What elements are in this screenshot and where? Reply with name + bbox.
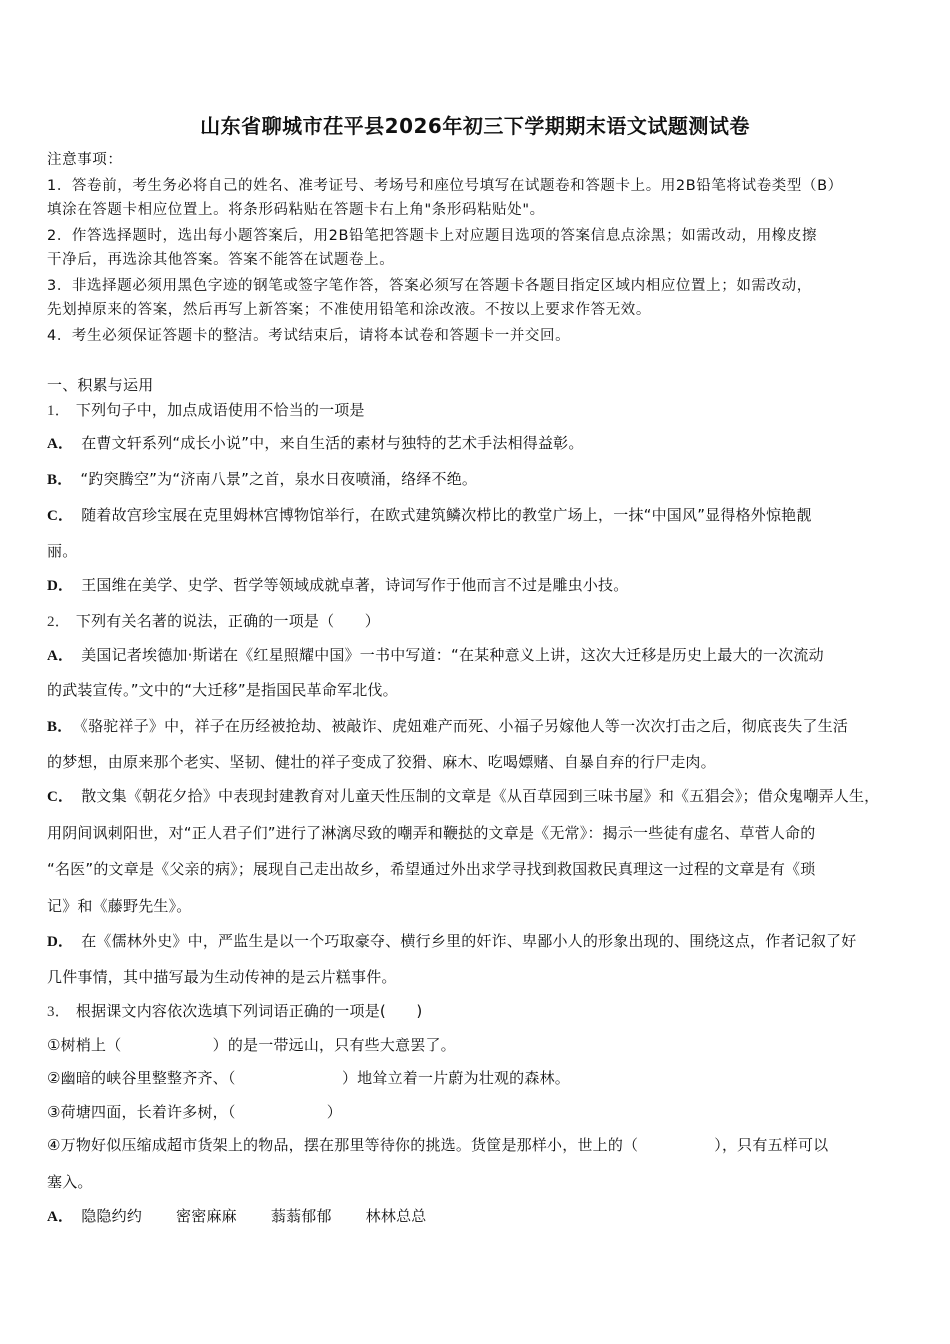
notice-line: 4．考生必须保证答题卡的整洁。考试结束后，请将本试卷和答题卡一并交回。 bbox=[47, 328, 571, 344]
choice-word: 蓊蓊郁郁 bbox=[270, 1207, 332, 1225]
item-text: ）的是一带远山，只有些大意罢了。 bbox=[212, 1036, 456, 1054]
question-number: 2． bbox=[47, 614, 70, 630]
question-2-stem bbox=[47, 611, 380, 632]
notice-heading: 注意事项： bbox=[47, 152, 123, 168]
option-letter: C． bbox=[47, 789, 74, 805]
item-text: ④万物好似压缩成超市货架上的物品，摆在那里等待你的挑选。货筐是那样小，世上的（ bbox=[47, 1136, 639, 1154]
blank bbox=[236, 1102, 327, 1122]
notice-line: 1．答卷前，考生务必将自己的姓名、准考证号、考场号和座位号填写在试题卷和答题卡上。用2B铅笔将试卷类型（B） bbox=[47, 178, 843, 194]
option-text: 《骆驼祥子》中，祥子在历经被抢劫、被敲诈、虎妞难产而死、小福子另嫁他人等一次次打击之后，彻底丧失了生活 bbox=[80, 717, 849, 735]
question-text: 下列句子中，加点成语使用不恰当的一项是 bbox=[75, 401, 365, 419]
notice-line: 3．非选择题必须用黑色字迹的钢笔或签字笔作答，答案必须写在答题卡各题目指定区域内相应位置上；如需改动， bbox=[47, 278, 812, 294]
option-letter: A． bbox=[47, 648, 74, 664]
option-text: 在曹文轩系列“成长小说”中，来自生活的素材与独特的艺术手法相得益彰。 bbox=[81, 434, 584, 452]
q3-item-4-cont: 塞入。 bbox=[47, 1173, 93, 1191]
q2-option-c-cont: 用阴间讽刺阳世，对“正人君子们”进行了淋漓尽致的嘲弄和鞭挞的文章是《无常》：揭示一些徒有虚名、草菅人命的 bbox=[47, 824, 816, 842]
choice-word: 林林总总 bbox=[365, 1207, 427, 1225]
question-3-stem bbox=[47, 1001, 422, 1022]
item-text: ③荷塘四面，长着许多树，（ bbox=[47, 1103, 236, 1121]
q3-item-1 bbox=[47, 1035, 456, 1055]
question-1-stem bbox=[47, 400, 365, 421]
notice-line: 先划掉原来的答案，然后再写上新答案；不准使用铅笔和涂改液。不按以上要求作答无效。 bbox=[47, 302, 651, 318]
notice-line: 填涂在答题卡相应位置上。将条形码粘贴在答题卡右上角"条形码粘贴处"。 bbox=[47, 202, 545, 218]
blank bbox=[121, 1035, 212, 1055]
notice-line: 2．作答选择题时，选出每小题答案后，用2B铅笔把答题卡上对应题目选项的答案信息点涂黑；如需改动，用橡皮擦 bbox=[47, 228, 818, 244]
option-text: 散文集《朝花夕拾》中表现封建教育对儿童天性压制的文章是《从百草园到三味书屋》和《五猖会》；借众鬼嘲弄人生， bbox=[81, 787, 880, 805]
option-text: “趵突腾空”为“济南八景”之首，泉水日夜喷涌，络绎不绝。 bbox=[80, 470, 478, 488]
option-text: 随着故宫珍宝展在克里姆林宫博物馆举行，在欧式建筑鳞次栉比的教堂广场上，一抹“中国风”显得格外惊艳靓 bbox=[81, 506, 812, 524]
q3-item-4 bbox=[47, 1135, 828, 1155]
item-text: ①树梢上（ bbox=[47, 1036, 122, 1054]
question-text: 下列有关名著的说法，正确的一项是（ ） bbox=[75, 612, 380, 630]
q1-option-d bbox=[47, 575, 628, 596]
choice-word: 隐隐约约 bbox=[81, 1207, 143, 1225]
option-letter: A． bbox=[47, 1209, 74, 1225]
q2-option-b-cont: 的梦想，由原来那个老实、坚韧、健壮的祥子变成了狡猾、麻木、吃喝嫖赌、自暴自弃的行尸走肉。 bbox=[47, 753, 716, 771]
question-number: 3． bbox=[47, 1004, 70, 1020]
q3-item-3 bbox=[47, 1102, 342, 1122]
option-letter: D． bbox=[47, 578, 74, 594]
notice-line: 干净后，再选涂其他答案。答案不能答在试题卷上。 bbox=[47, 252, 395, 268]
q2-option-a-cont: 的武装宣传。”文中的“大迁移”是指国民革命军北伐。 bbox=[47, 681, 398, 699]
option-letter: C． bbox=[47, 508, 74, 524]
item-text: ②幽暗的峡谷里整整齐齐、（ bbox=[47, 1069, 236, 1087]
q1-option-c-cont: 丽。 bbox=[47, 542, 78, 560]
blank bbox=[638, 1135, 714, 1155]
item-text: ） bbox=[326, 1103, 342, 1121]
q1-option-b bbox=[47, 469, 477, 490]
option-letter: D． bbox=[47, 934, 74, 950]
section-heading: 一、积累与运用 bbox=[47, 376, 154, 394]
choice-word: 密密麻麻 bbox=[176, 1207, 237, 1225]
item-text: ）地耸立着一片蔚为壮观的森林。 bbox=[341, 1069, 570, 1087]
q2-option-d bbox=[47, 931, 856, 952]
option-letter: A． bbox=[47, 436, 74, 452]
option-text: 美国记者埃德加·斯诺在《红星照耀中国》一书中写道：“在某种意义上讲，这次大迁移是历史上最大的一次流动 bbox=[81, 646, 824, 664]
blank bbox=[236, 1068, 342, 1088]
q2-option-c-cont: 记》和《藤野先生》。 bbox=[47, 897, 192, 915]
item-text: ），只有五样可以 bbox=[714, 1136, 829, 1154]
q3-option-a bbox=[47, 1206, 460, 1227]
q2-option-d-cont: 几件事情，其中描写最为生动传神的是云片糕事件。 bbox=[47, 968, 397, 986]
q1-option-c bbox=[47, 505, 812, 526]
option-letter: B． bbox=[47, 472, 73, 488]
question-number: 1． bbox=[47, 403, 70, 419]
q1-option-a bbox=[47, 433, 584, 454]
option-text: 在《儒林外史》中，严监生是以一个巧取豪夺、横行乡里的奸诈、卑鄙小人的形象出现的、围绕这点，作者记叙了好 bbox=[81, 932, 857, 950]
q2-option-c bbox=[47, 786, 879, 807]
q2-option-a bbox=[47, 645, 824, 666]
option-text: 王国维在美学、史学、哲学等领域成就卓著，诗词写作于他而言不过是雕虫小技。 bbox=[81, 576, 629, 594]
page-title: 山东省聊城市茌平县2026年初三下学期期末语文试题测试卷 bbox=[200, 114, 750, 138]
option-letter: B． bbox=[47, 719, 73, 735]
q3-item-2 bbox=[47, 1068, 570, 1088]
question-text: 根据课文内容依次选填下列词语正确的一项是( ) bbox=[75, 1002, 423, 1020]
q2-option-b bbox=[47, 716, 848, 737]
q2-option-c-cont: “名医”的文章是《父亲的病》；展现自己走出故乡，希望通过外出求学寻找到救国救民真理这一过程的文章是有《琐 bbox=[47, 860, 816, 878]
